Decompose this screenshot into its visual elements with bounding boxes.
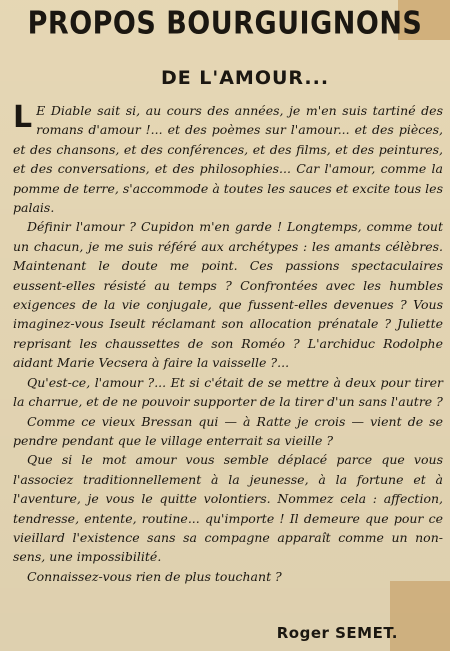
- column-headline: PROPOS BOURGUIGNONS: [27, 6, 423, 42]
- drop-cap: L: [13, 100, 33, 135]
- paragraph-5: Que si le mot amour vous semble déplacé parce que vous l'associez traditionnellement à la jeunesse, à la fortune et à l'aventure, je vous le quitte volontiers. Nommez cela : affection, tendresse, entente, routine... qu'importe ! Il demeure que pour ce vieillard l'existence sans sa compagne apparaît comme un non-sens, une impossibilité.: [13, 452, 443, 565]
- paragraph-6: Connaissez-vous rien de plus touchant ?: [27, 568, 282, 584]
- author-signature: Roger SEMET.: [276, 624, 398, 642]
- article-body: [13, 101, 443, 586]
- paragraph-3: Qu'est-ce, l'amour ?... Et si c'était de se mettre à deux pour tirer la charrue, et de ne pouvoir supporter de la tirer d'un sans l'autre ?: [13, 374, 443, 410]
- tape-strip-bottom: [390, 581, 450, 651]
- paragraph-text: E Diable sait si, au cours des années, je m'en suis tartiné des romans d'amour !... et des poèmes sur l'amour... et des pièces, et des chansons, et des conférences, et des films, et des peintures, et des conversations, et des philosophies... Car l'amour, comme la pomme de terre, s'accommode à toutes les sauces et excite tous les palais.: [13, 103, 443, 216]
- paragraph-1: [13, 101, 443, 217]
- paragraph-2: Définir l'amour ? Cupidon m'en garde ! Longtemps, comme tout un chacun, je me suis référé aux archétypes : les amants célèbres. Maintenant le doute me point. Ces passions spectaculaires eussent-elles résisté au temps ? Confrontées avec les humbles exigences de la vie conjugale, que fussent-elles devenues ? Vous imaginez-vous Iseult réclamant son allocation prénatale ? Juliette reprisant les chaussettes de son Roméo ? L'archiduc Rodolphe aidant Marie Vecsera à faire la vaisselle ?...: [13, 219, 443, 371]
- paragraph-4: Comme ce vieux Bressan qui — à Ratte je crois — vient de se pendre pendant que le village enterrait sa vieille ?: [13, 413, 443, 448]
- article-title: DE L'AMOUR...: [160, 67, 330, 89]
